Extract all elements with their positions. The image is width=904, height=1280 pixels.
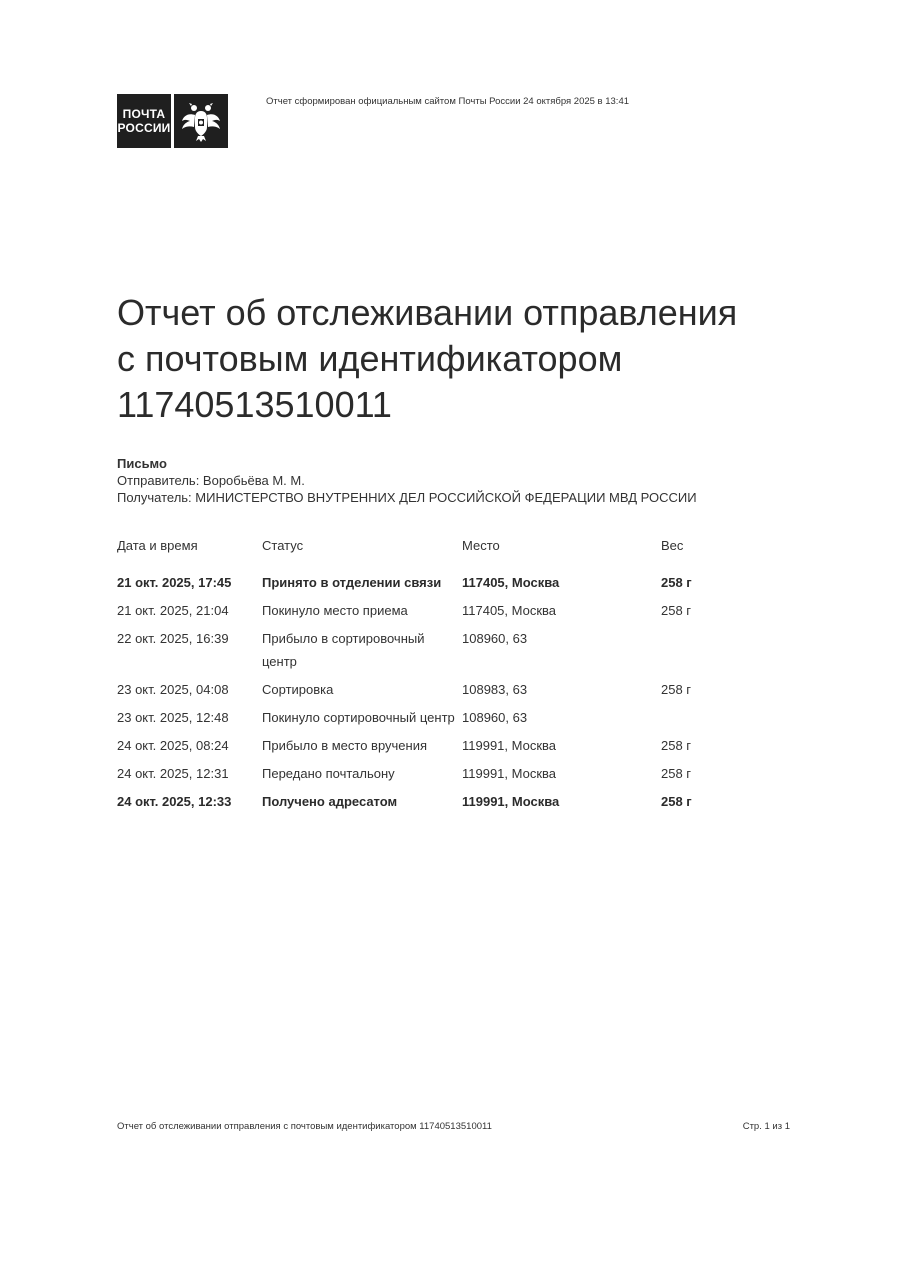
- cell-date: 21 окт. 2025, 17:45: [117, 575, 232, 590]
- cell-weight: 258 г: [661, 766, 692, 781]
- cell-place: 117405, Москва: [462, 575, 560, 590]
- sender-line: Отправитель: Воробьёва М. М.: [117, 473, 305, 488]
- cell-date: 22 окт. 2025, 16:39: [117, 631, 229, 646]
- table-row: [117, 790, 721, 818]
- cell-place: 108983, 63: [462, 682, 528, 697]
- cell-place: 119991, Москва: [462, 766, 557, 781]
- table-row: [117, 678, 721, 706]
- cell-status: Принято в отделении связи: [262, 575, 442, 590]
- tracking-table-header: [117, 538, 721, 571]
- cell-date: 24 окт. 2025, 12:33: [117, 794, 232, 809]
- report-title-line-1: Отчет об отслеживании отправления: [117, 292, 738, 333]
- double-headed-eagle-icon: [174, 94, 228, 148]
- cell-status: Передано почтальону: [262, 766, 395, 781]
- tracking-number: 11740513510011: [117, 384, 392, 425]
- report-title-line-2: с почтовым идентификатором: [117, 338, 623, 379]
- cell-status: Покинуло место приема: [262, 603, 408, 618]
- cell-status: Получено адресатом: [262, 794, 398, 809]
- cell-date: 23 окт. 2025, 04:08: [117, 682, 229, 697]
- table-row: [117, 762, 721, 790]
- cell-date: 24 окт. 2025, 08:24: [117, 738, 229, 753]
- column-header-weight: Вес: [661, 538, 684, 553]
- cell-status: Покинуло сортировочный центр: [262, 710, 455, 725]
- logo-line-2: РОССИИ: [117, 121, 171, 135]
- shipment-type: Письмо: [117, 456, 167, 471]
- cell-date: 24 окт. 2025, 12:31: [117, 766, 229, 781]
- page-number: Стр. 1 из 1: [742, 1121, 790, 1132]
- cell-weight: 258 г: [661, 682, 692, 697]
- cell-weight: 258 г: [661, 794, 692, 809]
- cell-status: Прибыло в сортировочный центр: [262, 631, 425, 669]
- table-row: [117, 706, 721, 734]
- cell-place: 108960, 63: [462, 631, 528, 646]
- cell-weight: 258 г: [661, 575, 692, 590]
- cell-weight: 258 г: [661, 603, 692, 618]
- table-row: [117, 599, 721, 627]
- cell-place: 119991, Москва: [462, 794, 560, 809]
- cell-status: Прибыло в место вручения: [262, 738, 428, 753]
- tracking-table: [117, 538, 721, 818]
- column-header-status: Статус: [262, 538, 304, 553]
- cell-weight: [661, 627, 721, 678]
- cell-place: 119991, Москва: [462, 738, 557, 753]
- tracking-table-body: [117, 571, 721, 818]
- table-row: [117, 734, 721, 762]
- cell-place: 117405, Москва: [462, 603, 557, 618]
- report-generated-note: Отчет сформирован официальным сайтом Почты России 24 октября 2025 в 13:41: [266, 96, 630, 107]
- column-header-date: Дата и время: [117, 538, 198, 553]
- shipment-info: [117, 455, 697, 506]
- logo-line-1: ПОЧТА: [122, 107, 166, 121]
- cell-weight: 258 г: [661, 738, 692, 753]
- pochta-rossii-logo: [117, 94, 228, 148]
- logo-wordmark: [117, 94, 171, 148]
- report-title: [117, 290, 737, 428]
- table-row: [117, 627, 721, 678]
- table-row: [117, 571, 721, 599]
- cell-weight: [661, 706, 721, 734]
- cell-status: Сортировка: [262, 682, 334, 697]
- footer-report-title: Отчет об отслеживании отправления с почтовым идентификатором 11740513510011: [117, 1121, 492, 1132]
- cell-date: 21 окт. 2025, 21:04: [117, 603, 229, 618]
- cell-date: 23 окт. 2025, 12:48: [117, 710, 229, 725]
- recipient-line: Получатель: МИНИСТЕРСТВО ВНУТРЕННИХ ДЕЛ РОССИЙСКОЙ ФЕДЕРАЦИИ МВД РОССИИ: [117, 490, 697, 505]
- column-header-place: Место: [462, 538, 500, 553]
- cell-place: 108960, 63: [462, 710, 528, 725]
